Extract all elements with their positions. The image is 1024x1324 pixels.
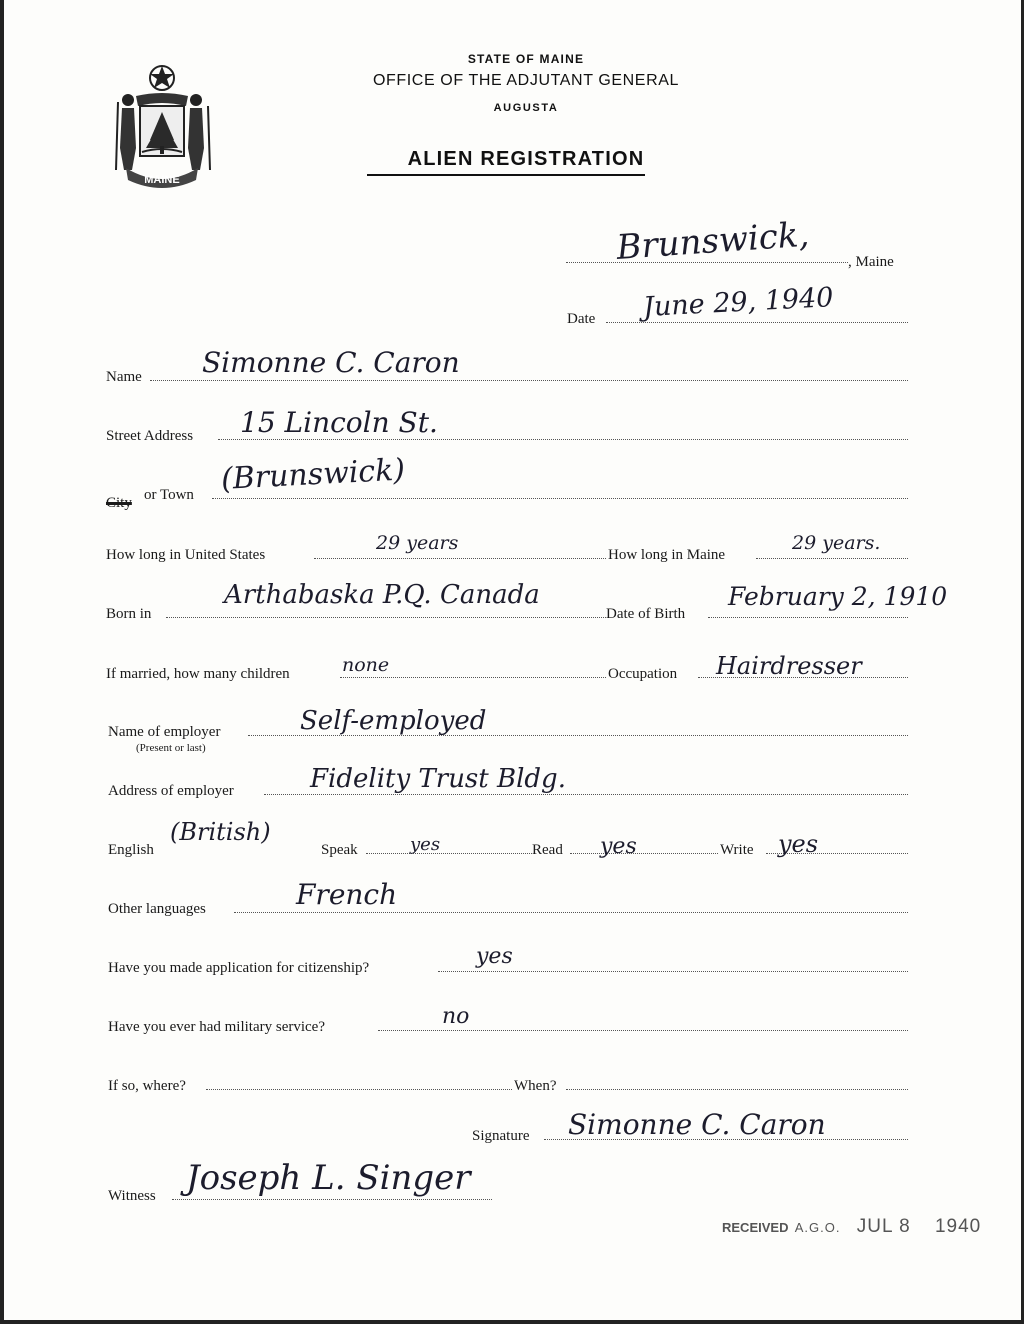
speak-entry: yes [410,834,441,855]
date-of-birth-entry: February 2, 1910 [728,582,948,611]
other-languages-line [234,912,908,913]
town-header-line [566,262,848,263]
signature-entry: Simonne C. Caron [568,1108,826,1141]
when-label: When? [514,1078,557,1094]
date-of-birth-line [708,617,908,618]
military-label: Have you ever had military service? [108,1019,325,1035]
employer-label: Name of employer [108,724,221,740]
how-long-maine-entry: 29 years. [792,532,881,554]
speak-label: Speak [321,842,358,858]
born-in-label: Born in [106,606,152,622]
how-long-us-label: How long in United States [106,547,266,563]
employer-address-label: Address of employer [108,783,234,799]
city-heading: AUGUSTA [493,102,559,114]
employer-address-line [264,794,908,795]
how-long-us-entry: 29 years [376,532,459,554]
received-stamp [722,1216,981,1238]
town-line [212,498,908,499]
if-so-where-line [206,1089,512,1090]
stamp-year: 1940 [934,1216,982,1237]
form-title: ALIEN REGISTRATION [407,148,645,170]
office-heading: OFFICE OF THE ADJUTANT GENERAL [372,72,680,89]
speak-line [366,853,532,854]
children-entry: none [342,654,390,676]
citizenship-entry: yes [476,944,513,969]
military-line [378,1030,908,1031]
date-label: Date [567,311,596,327]
town-entry: (Brunswick) [220,452,406,497]
witness-line [172,1199,492,1200]
other-languages-entry: French [296,878,398,911]
employer-address-entry: Fidelity Trust Bldg. [310,764,566,794]
if-so-where-label: If so, where? [108,1078,186,1094]
children-line [340,677,606,678]
city-label-struck: City [106,495,132,511]
english-entry: (British) [170,818,271,846]
stamp-date: JUL 8 [856,1216,911,1237]
street-address-label: Street Address [106,428,194,444]
children-label: If married, how many children [106,666,290,682]
or-town-label: or Town [144,487,194,503]
stamp-received: RECEIVED [722,1220,789,1235]
citizenship-label: Have you made application for citizenship? [108,960,370,976]
street-address-entry: 15 Lincoln St. [240,406,438,439]
seal-banner-text: MAINE [144,174,180,186]
maine-label: , Maine [848,254,894,270]
born-in-entry: Arthabaska P.Q. Canada [224,580,540,610]
read-line [570,853,718,854]
name-label: Name [106,369,142,385]
military-entry: no [442,1004,470,1029]
signature-label: Signature [472,1128,530,1144]
how-long-maine-line [756,558,908,559]
english-label: English [108,842,154,858]
scan-border-bottom [0,1320,1024,1324]
write-entry: yes [778,830,819,858]
date-of-birth-label: Date of Birth [606,606,686,622]
town-header-entry: Brunswick, [615,214,811,268]
employer-note: (Present or last) [136,742,206,754]
witness-entry: Joseph L. Singer [186,1158,471,1198]
read-label: Read [532,842,563,858]
date-entry: June 29, 1940 [642,282,835,323]
born-in-line [166,617,606,618]
occupation-label: Occupation [608,666,678,682]
witness-label: Witness [108,1188,156,1204]
stamp-office: A.G.O. [794,1220,841,1235]
read-entry: yes [600,834,637,859]
name-entry: Simonne C. Caron [202,346,460,379]
occupation-entry: Hairdresser [716,652,862,680]
street-address-line [218,439,908,440]
how-long-us-line [314,558,606,559]
write-label: Write [720,842,754,858]
when-line [566,1089,908,1090]
other-languages-label: Other languages [108,901,206,917]
citizenship-line [438,971,908,972]
name-line [150,380,908,381]
scan-border-left [0,0,4,1324]
employer-entry: Self-employed [300,706,487,736]
how-long-maine-label: How long in Maine [608,547,726,563]
title-underline [367,174,645,176]
state-heading: STATE OF MAINE [467,52,585,66]
